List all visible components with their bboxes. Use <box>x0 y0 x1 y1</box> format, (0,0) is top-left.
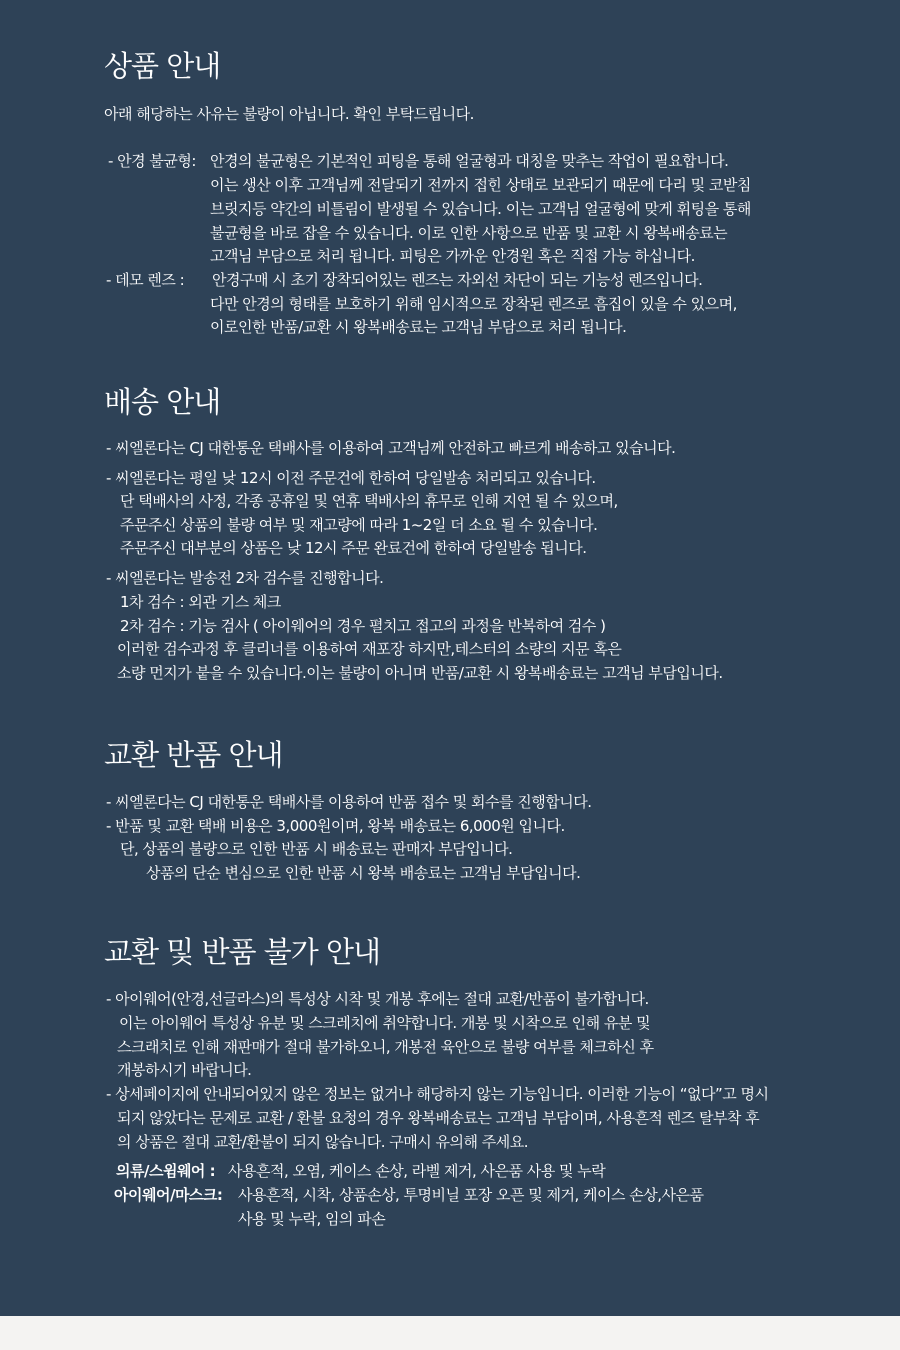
nonreturn-line: - 상세페이지에 안내되어있지 않은 정보는 없거나 해당하지 않는 기능입니다. 이러한 기능이 “없다”고 명시 <box>106 1085 769 1103</box>
exchange-line: - 반품 및 교환 택배 비용은 3,000원이며, 왕복 배송료는 6,000원 입니다. <box>106 817 565 835</box>
lens-text: 이는 생산 이후 고객님께 전달되기 전까지 접힌 상태로 보관되기 때문에 다리 및 코받침 <box>210 176 751 194</box>
shipping-line: - 씨엘론다는 평일 낮 12시 이전 주문건에 한하여 당일발송 처리되고 있습니다. <box>106 469 596 487</box>
exchange-line: 상품의 단순 변심으로 인한 반품 시 왕복 배송료는 고객님 부담입니다. <box>146 864 581 882</box>
nonreturn-line: - 아이웨어(안경,선글라스)의 특성상 시착 및 개봉 후에는 절대 교환/반품이 불가합니다. <box>106 990 649 1008</box>
clothing-label: 의류/스윔웨어 : <box>116 1162 216 1180</box>
nonreturn-line: 이는 아이웨어 특성상 유분 및 스크레치에 취약합니다. 개봉 및 시착으로 인해 유분 및 <box>119 1014 651 1032</box>
shipping-section-title: 배송 안내 <box>104 385 221 419</box>
eyewear-text: 사용 및 누락, 임의 파손 <box>238 1210 386 1228</box>
nonreturn-line: 의 상품은 절대 교환/환불이 되지 않습니다. 구매시 유의해 주세요. <box>117 1133 528 1151</box>
shipping-line: 2차 검수 : 기능 검사 ( 아이웨어의 경우 펼치고 접고의 과정을 반복하여 검수 ) <box>120 617 606 635</box>
eyewear-text: 사용흔적, 시착, 상품손상, 투명비닐 포장 오픈 및 제거, 케이스 손상,사은품 <box>238 1186 704 1204</box>
shipping-line: 소량 먼지가 붙을 수 있습니다.이는 불량이 아니며 반품/교환 시 왕복배송료는 고객님 부담입니다. <box>117 664 723 682</box>
product-section-title: 상품 안내 <box>104 49 221 83</box>
product-intro: 아래 해당하는 사유는 불량이 아닙니다. 확인 부탁드립니다. <box>104 105 474 123</box>
nonreturn-line: 스크래치로 인해 재판매가 절대 불가하오니, 개봉전 육안으로 불량 여부를 체크하신 후 <box>117 1038 654 1056</box>
nonreturn-line: 개봉하시기 바랍니다. <box>117 1061 252 1079</box>
shipping-line: - 씨엘론다는 CJ 대한통운 택배사를 이용하여 고객님께 안전하고 빠르게 배송하고 있습니다. <box>106 439 676 457</box>
shipping-line: 주문주신 대부분의 상품은 낮 12시 주문 완료건에 한하여 당일발송 됩니다. <box>120 539 587 557</box>
exchange-section-title: 교환 반품 안내 <box>104 738 283 772</box>
exchange-line: 단, 상품의 불량으로 인한 반품 시 배송료는 판매자 부담입니다. <box>120 840 513 858</box>
lens-text: 안경의 불균형은 기본적인 피팅을 통해 얼굴형과 대칭을 맞추는 작업이 필요합니다. <box>210 152 729 170</box>
lens-text: 고객님 부담으로 처리 됩니다. 피팅은 가까운 안경원 혹은 직접 가능 하십니다. <box>210 247 695 265</box>
lens-text: 브릿지등 약간의 비틀림이 발생될 수 있습니다. 이는 고객님 얼굴형에 맞게 휘팅을 통해 <box>210 200 751 218</box>
demo-label: - 데모 렌즈 : <box>106 271 185 289</box>
demo-text: 안경구매 시 초기 장착되어있는 렌즈는 자외선 차단이 되는 기능성 렌즈입니다. <box>212 271 703 289</box>
shipping-line: 주문주신 상품의 불량 여부 및 재고량에 따라 1~2일 더 소요 될 수 있습니다. <box>120 516 598 534</box>
shipping-line: 1차 검수 : 외관 기스 체크 <box>120 593 281 611</box>
lens-label: - 안경 불균형: <box>108 152 196 170</box>
demo-text: 다만 안경의 형태를 보호하기 위해 임시적으로 장착된 렌즈로 흠집이 있을 수 있으며, <box>210 295 737 313</box>
eyewear-label: 아이웨어/마스크: <box>114 1186 223 1204</box>
clothing-text: 사용흔적, 오염, 케이스 손상, 라벨 제거, 사은품 사용 및 누락 <box>228 1162 606 1180</box>
demo-text: 이로인한 반품/교환 시 왕복배송료는 고객님 부담으로 처리 됩니다. <box>210 318 627 336</box>
shipping-line: - 씨엘론다는 발송전 2차 검수를 진행합니다. <box>106 569 384 587</box>
nonreturn-section-title: 교환 및 반품 불가 안내 <box>104 935 380 969</box>
exchange-line: - 씨엘론다는 CJ 대한통운 택배사를 이용하여 반품 접수 및 회수를 진행합니다. <box>106 793 592 811</box>
lens-text: 불균형을 바로 잡을 수 있습니다. 이로 인한 사항으로 반품 및 교환 시 왕복배송료는 <box>210 224 728 242</box>
shipping-line: 이러한 검수과정 후 클리너를 이용하여 재포장 하지만,테스터의 소량의 지문 혹은 <box>117 640 622 658</box>
nonreturn-line: 되지 않았다는 문제로 교환 / 환불 요청의 경우 왕복배송료는 고객님 부담이며, 사용흔적 렌즈 탈부착 후 <box>117 1109 760 1127</box>
shipping-line: 단 택배사의 사정, 각종 공휴일 및 연휴 택배사의 휴무로 인해 지연 될 수 있으며, <box>120 492 618 510</box>
